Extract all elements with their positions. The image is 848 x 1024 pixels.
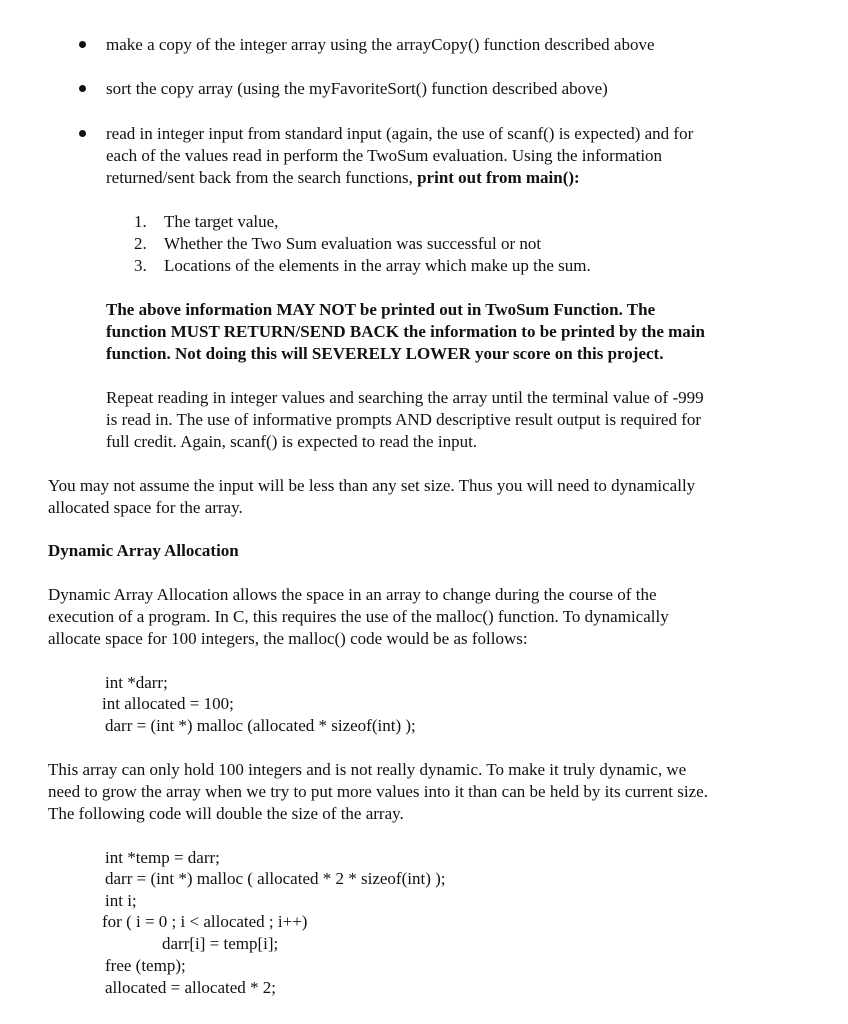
grow-line-3: The following code will double the size of the array. — [48, 804, 404, 823]
bullet-3-line-2: each of the values read in perform the TwoSum evaluation. Using the information — [106, 146, 663, 165]
code-1-line-1: int *darr; — [105, 673, 168, 692]
bullet-3-line-1: read in integer input from standard input (again, the use of scanf() is expected) and for — [106, 124, 694, 143]
code-2-line-2: darr = (int *) malloc ( allocated * 2 * sizeof(int) ); — [105, 869, 446, 888]
code-2-line-7: allocated = allocated * 2; — [105, 978, 277, 997]
list-item-2: Whether the Two Sum evaluation was successful or not — [164, 234, 542, 253]
list-number: 2. — [134, 234, 147, 253]
code-1-line-3: darr = (int *) malloc (allocated * sizeof(int) ); — [105, 716, 416, 735]
intro-line-1: Dynamic Array Allocation allows the space in an array to change during the course of the — [48, 585, 657, 604]
repeat-line-1: Repeat reading in integer values and searching the array until the terminal value of -999 — [106, 388, 704, 407]
code-1-line-2: int allocated = 100; — [102, 694, 234, 713]
code-2-line-3: int i; — [105, 891, 137, 910]
grow-line-2: need to grow the array when we try to put more values into it than can be held by its current size. — [48, 782, 708, 801]
bullet-marker — [79, 41, 86, 48]
bullet-3-line-3-text: returned/sent back from the search functions, — [106, 168, 418, 187]
bullet-2-line-1: sort the copy array (using the myFavoriteSort() function described above) — [106, 79, 608, 98]
repeat-line-2: is read in. The use of informative prompts AND descriptive result output is required for — [106, 410, 702, 429]
grow-line-1: This array can only hold 100 integers and is not really dynamic. To make it truly dynamic, we — [48, 760, 687, 779]
warning-line-3: function. Not doing this will SEVERELY LOWER your score on this project. — [106, 344, 664, 363]
repeat-line-3: full credit. Again, scanf() is expected to read the input. — [106, 432, 478, 451]
list-number: 1. — [134, 212, 147, 231]
bullet-marker — [79, 85, 86, 92]
list-number: 3. — [134, 256, 147, 275]
code-2-line-5: darr[i] = temp[i]; — [162, 934, 279, 953]
bullet-3-line-3 — [106, 167, 580, 189]
warning-line-1: The above information MAY NOT be printed out in TwoSum Function. The — [106, 300, 656, 319]
section-heading: Dynamic Array Allocation — [48, 541, 239, 560]
assume-line-2: allocated space for the array. — [48, 498, 243, 517]
bullet-1-line-1: make a copy of the integer array using the arrayCopy() function described above — [106, 35, 655, 54]
code-2-line-4: for ( i = 0 ; i < allocated ; i++) — [102, 912, 308, 931]
bullet-marker — [79, 130, 86, 137]
warning-line-2: function MUST RETURN/SEND BACK the information to be printed by the main — [106, 322, 705, 341]
code-2-line-1: int *temp = darr; — [105, 848, 220, 867]
bullet-3-bold-text: print out from main(): — [417, 168, 580, 187]
intro-line-3: allocate space for 100 integers, the malloc() code would be as follows: — [48, 629, 528, 648]
assume-line-1: You may not assume the input will be less than any set size. Thus you will need to dynamically — [48, 476, 696, 495]
code-2-line-6: free (temp); — [105, 956, 186, 975]
intro-line-2: execution of a program. In C, this requires the use of the malloc() function. To dynamically — [48, 607, 669, 626]
list-item-1: The target value, — [164, 212, 279, 231]
list-item-3: Locations of the elements in the array which make up the sum. — [164, 256, 591, 275]
